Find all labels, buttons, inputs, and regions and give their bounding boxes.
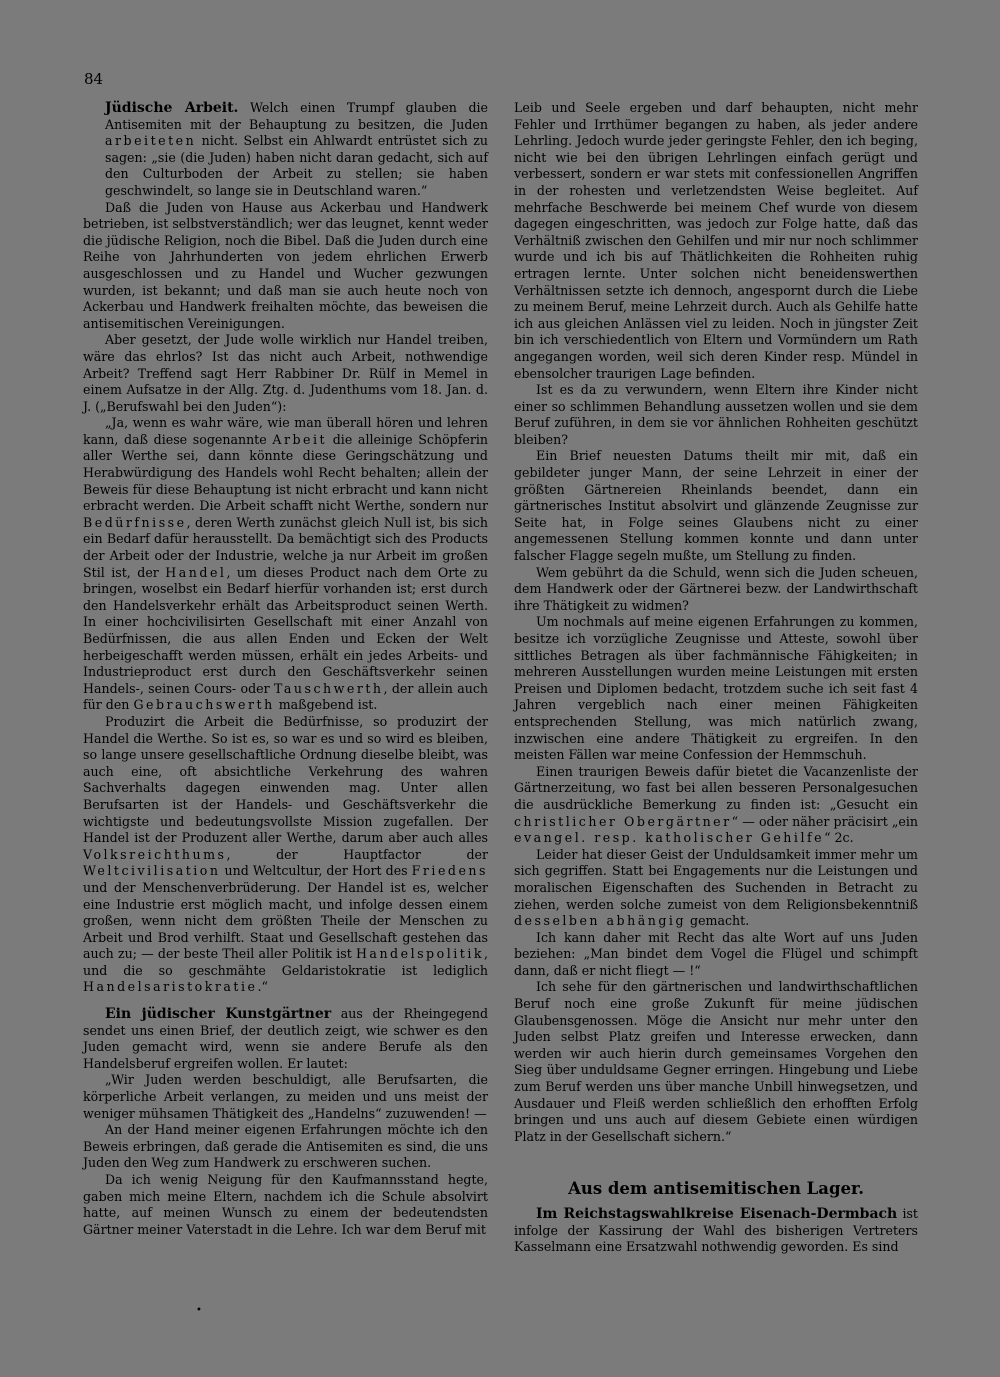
text: , und die so geschmähte Geldaristokratie ist lediglich bbox=[83, 946, 488, 978]
text: Einen traurigen Beweis dafür bietet die Vacanzenliste der Gärtnerzeitung, wo fast bei allen besseren Personalgesuchen die ausdrückliche Bemerkung zu finden ist: „Gesucht ein bbox=[514, 763, 918, 812]
emphasis-text: Handelsaristokratie bbox=[83, 979, 258, 995]
letter-paragraph: An der Hand meiner eigenen Erfahrungen möchte ich den Beweis erbringen, daß gerade die Antisemiten es sind, die uns Juden den Weg zum Handwerk zu erschweren suchen. bbox=[83, 1122, 488, 1171]
quote-paragraph bbox=[83, 714, 488, 996]
text: .“ bbox=[257, 979, 268, 995]
emphasis-text: Friedens bbox=[411, 863, 488, 879]
emphasis-text: Volksreichthums bbox=[83, 846, 227, 862]
letter-paragraph: Leib und Seele ergeben und darf behaupten, nicht mehr Fehler und Irrthümer begangen zu haben, als jeder andere Lehrling. Jedoch wurde jeder geringste Fehler, den ich beging, nicht wie bei den übrigen Lehrlingen einfach gerügt und verbessert, sondern er war stets mit confessionellen Angriffen in der rohesten und verletzendsten Weise begleitet. Auf mehrfache Beschwerde bei meinem Chef wurde von diesem dagegen eingeschritten, was jedoch zur Folge hatte, daß das Verhältniß zwischen den Gehilfen und mir nur noch schlimmer wurde und ich bis auf Thätlichkeiten die Rohheiten ruhig ertragen lernte. Unter solchen nicht beneidenswerthen Verhältnissen setzte ich dennoch, angespornt durch die Liebe zu meinem Beruf, meine Lehrzeit durch. Auch als Gehilfe hatte ich aus gleichen Anlässen viel zu leiden. Noch in jüngster Zeit bin ich verschiedentlich von Eltern und Vormündern um Rath angegangen worden, weil sich deren Kinder resp. Mündel in ebensolcher traurigen Lage befinden. bbox=[514, 100, 918, 381]
letter-paragraph: Ich kann daher mit Recht das alte Wort auf uns Juden beziehen: „Man bindet dem Vogel die Flügel und schimpft dann, daß er nicht fliegt — !“ bbox=[514, 929, 918, 978]
paragraph bbox=[83, 1006, 488, 1072]
emphasis-text: Handelspolitik bbox=[355, 946, 484, 962]
text: , deren Werth zunächst gleich Null ist, bis sich ein Bedarf dafür herausstellt. Da bemächtigt sich des Products der Arbeit oder der Industrie, welche ja nur Arbeit im großen Stil ist, der bbox=[83, 514, 488, 580]
text: , der Hauptfactor der bbox=[226, 846, 488, 862]
article-heading: Jüdische Arbeit. bbox=[105, 100, 239, 116]
quote-paragraph bbox=[83, 415, 488, 714]
article-heading: Im Reichstagswahlkreise Eisenach-Dermbach bbox=[536, 1206, 898, 1222]
left-column bbox=[83, 100, 488, 1238]
emphasis-text: arbeiteten bbox=[105, 133, 197, 149]
letter-paragraph bbox=[514, 764, 918, 847]
text: und der Menschenverbrüderung. Der Handel ist es, welcher eine Industrie erst möglich macht, und infolge dessen einem großen, wenn nicht dem größten Theile der Menschen zu Arbeit und Brod verhilft. Staat und Gesellschaft gestehen das auch zu; — der beste Theil aller Politik ist bbox=[83, 879, 488, 962]
text: die alleinige Schöpferin aller Werthe sei, dann könnte diese Geringschätzung und Herabwürdigung des Handels wohl Recht behalten; allein der Beweis für diese Behauptung ist nicht erbracht und kann nicht erbracht werden. Die Arbeit schafft nicht Werthe, sondern nur bbox=[83, 431, 488, 514]
paragraph: Aber gesetzt, der Jude wolle wirklich nur Handel treiben, wäre das ehrlos? Ist das nicht auch Arbeit, nothwendige Arbeit? Treffend sagt Herr Rabbiner Dr. Rülf in Memel in einem Aufsatze in der Allg. Ztg. d. Judenthums vom 18. Jan. d. J. („Berufswahl bei den Juden“): bbox=[83, 332, 488, 414]
text: “ 2c. bbox=[824, 830, 854, 846]
emphasis-text: Bedürfnisse bbox=[83, 514, 187, 530]
letter-paragraph: Da ich wenig Neigung für den Kaufmannsstand hegte, gaben mich meine Eltern, nachdem ich die Schule absolvirt hatte, auf meinen Wunsch zu einem der bedeutendsten Gärtner meiner Vaterstadt in die Lehre. Ich war dem Beruf mit bbox=[83, 1172, 488, 1237]
text: Welch einen Trumpf glauben die Antisemiten mit der Behauptung zu besitzen, die Juden bbox=[105, 100, 489, 132]
text: „Ja, wenn es wahr wäre, wie man überall hören und lehren kann, daß diese sogenannte bbox=[83, 415, 488, 447]
paragraph bbox=[514, 1206, 918, 1256]
letter-paragraph: Um nochmals auf meine eigenen Erfahrungen zu kommen, besitze ich vorzügliche Zeugnisse und Atteste, sowohl über sittliches Betragen als über fachmännische Fähigkeiten; in mehreren Ausstellungen wurden meine Leistungen mit ersten Preisen und Diplomen bedacht, trotzdem suche ich seit fast 4 Jahren vergeblich nach einer meinen Fähigkeiten entsprechenden Stellung, was mich natürlich zwang, inzwischen eine andere Thätigkeit zu ergreifen. In den meisten Fällen war meine Confession der Hemmschuh. bbox=[514, 614, 918, 763]
text: “ — oder näher präcisirt „ein bbox=[731, 813, 918, 829]
text: und Weltcultur, der Hort des bbox=[220, 863, 412, 879]
emphasis-text: Tauschwerth bbox=[273, 680, 384, 696]
emphasis-text: evangel. resp. katholischer Gehilfe bbox=[514, 830, 825, 846]
emphasis-text: Gebrauchswerth bbox=[133, 697, 275, 713]
emphasis-text: christlicher Obergärtner bbox=[514, 813, 732, 829]
letter-paragraph: Ist es da zu verwundern, wenn Eltern ihre Kinder nicht einer so schlimmen Behandlung aussetzen wollen und sie dem Beruf zuführen, in dem sie vor ähnlichen Rohheiten geschützt bleiben? bbox=[514, 382, 918, 447]
letter-paragraph: „Wir Juden werden beschuldigt, alle Berufsarten, die körperliche Arbeit verlangen, zu meiden und uns meist der weniger mühsamen Thätigkeit des „Handelns“ zuzuwenden! — bbox=[83, 1072, 488, 1121]
article-heading: Ein jüdischer Kunstgärtner bbox=[105, 1006, 332, 1023]
page-number: 84 bbox=[84, 70, 104, 88]
letter-paragraph bbox=[514, 847, 918, 930]
text: , der allein auch für den bbox=[83, 680, 488, 713]
text: ist infolge der Kassirung der Wahl des bisherigen Vertreters Kasselmann eine Ersatzwahl nothwendig geworden. Es sind bbox=[514, 1206, 918, 1255]
section-heading: Aus dem antisemitischen Lager. bbox=[568, 1179, 864, 1199]
text: maßgebend ist. bbox=[274, 697, 378, 713]
letter-paragraph: Ich sehe für den gärtnerischen und landwirthschaftlichen Beruf noch eine große Zukunft für meine jüdischen Glaubensgenossen. Möge die Ansicht nur mehr unter den Juden selbst Platz greifen und Interesse erwecken, dann werden wir auch hierin durch gemeinsames Vorgehen den Sieg über unduldsame Gegner erringen. Hingebung und Liebe zum Beruf werden uns über manche Unbill hinwegsetzen, und Ausdauer und Fleiß werden schließlich den erhofften Erfolg bringen und uns auch auf diesem Gebiete einen würdigen Platz in der Gesellschaft sichern.“ bbox=[514, 979, 918, 1144]
right-column bbox=[514, 100, 918, 1256]
text: Leider hat dieser Geist der Unduldsamkeit immer mehr um sich gegriffen. Statt bei Engagements nur die Leistungen und moralischen Eigenschaften des Suchenden in Betracht zu ziehen, werden solche zumeist von dem Religionsbekenntniß bbox=[514, 846, 918, 912]
text: Produzirt die Arbeit die Bedürfnisse, so produzirt der Handel die Werthe. So ist es, so war es und so wird es bleiben, so lange unsere gesellschaftliche Ordnung dieselbe bleibt, was auch eine, oft absichtliche Verkehrung des wahren Sachverhalts dagegen einwenden mag. Unter allen Berufsarten ist der Handels- und Geschäftsverkehr die wichtigste und bedeutungsvollste Mission zugefallen. Der Handel ist der Produzent aller Werthe, darum aber auch alles bbox=[83, 713, 488, 846]
text: aus der Rheingegend sendet uns einen Brief, der deutlich zeigt, wie schwer es den Juden gemacht wird, wenn sie andere Berufe als den Handelsberuf ergreifen wollen. Er lautet: bbox=[83, 1006, 489, 1071]
print-mark: • bbox=[196, 1305, 202, 1316]
emphasis-text: Handel bbox=[165, 564, 227, 580]
paragraph bbox=[83, 100, 488, 200]
text: nicht. Selbst ein Ahlwardt entrüstet sich zu sagen: „sie (die Juden) haben nicht daran gedacht, sich auf den Culturboden der Arbeit zu stellen; sie haben geschwindelt, so lange sie in Deutschland waren.“ bbox=[105, 133, 488, 198]
emphasis-text: Arbeit bbox=[272, 431, 328, 447]
text: , um dieses Product nach dem Orte zu bringen, woselbst ein Bedarf hierfür vorhanden ist; erst durch den Handelsverkehr erhält das Arbeitsproduct seinen Werth. In einer hochcivilisirten Gesellschaft mit einer Anzahl von Bedürfnissen, die aus allen Enden und Ecken der Welt herbeigeschafft werden müssen, erhält ein jedes Arbeits- und Industrieproduct erst durch den Geschäftsverkehr seinen Handels-, seinen Cours- oder bbox=[83, 564, 488, 696]
letter-paragraph: Ein Brief neuesten Datums theilt mir mit, daß ein gebildeter junger Mann, der seine Lehrzeit in einer der größten Gärtnereien Rheinlands beendet, dann ein gärtnerisches Institut absolvirt und glänzende Zeugnisse zur Seite hat, in Folge seines Glaubens nicht zu einer angemessenen Stellung kommen konnte und dann unter falscher Flagge segeln mußte, um Stellung zu finden. bbox=[514, 448, 918, 564]
letter-paragraph: Wem gebührt da die Schuld, wenn sich die Juden scheuen, dem Handwerk oder der Gärtnerei bezw. der Landwirthschaft ihre Thätigkeit zu widmen? bbox=[514, 564, 918, 613]
text: gemacht. bbox=[686, 913, 750, 929]
emphasis-text: Weltcivilisation bbox=[83, 863, 221, 879]
paragraph: Daß die Juden von Hause aus Ackerbau und Handwerk betrieben, ist selbstverständlich; wer das leugnet, kennt weder die jüdische Religion, noch die Bibel. Daß die Juden durch eine Reihe von Jahrhunderten von jedem ehrlichen Erwerb ausgeschlossen und zu Handel und Wucher gezwungen wurden, ist bekannt; und daß man sie auch heute noch von Ackerbau und Handwerk freihalten möchte, das beweisen die antisemitischen Vereinigungen. bbox=[83, 199, 488, 331]
emphasis-text: desselben abhängig bbox=[514, 913, 687, 929]
